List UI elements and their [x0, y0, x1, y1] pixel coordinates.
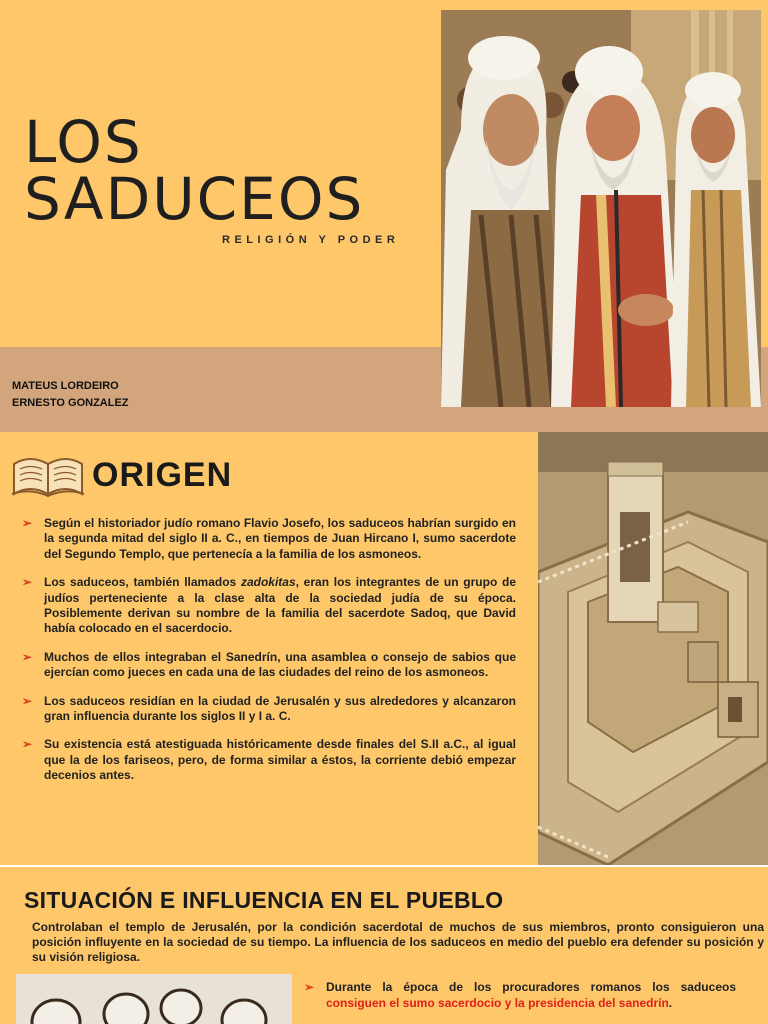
list-item — [22, 516, 516, 562]
title-line-2: SADUCEOS — [24, 165, 365, 233]
situacion-slide — [0, 865, 768, 1024]
bullet-italic-term: zadokitas — [240, 575, 296, 590]
bullet-text: Durante la época de los procuradores romanos los saduceos — [326, 980, 736, 994]
title-line-1: LOS — [24, 108, 143, 176]
open-book-icon — [10, 452, 86, 498]
list-item — [22, 694, 516, 725]
title-slide — [0, 0, 768, 432]
origen-heading: ORIGEN — [92, 456, 233, 494]
list-item — [22, 650, 516, 681]
sadducees-photo — [441, 10, 761, 407]
sadducees-illustration — [441, 10, 761, 407]
bullet-text: , eran los integrantes de un grupo de judíos perteneciente a la clase alta de la sociedad judía de su época. Posiblemente derivan su nombre de la familia del sacerdote Sadoq, que David había colocado en el sacerdocio. — [44, 575, 517, 636]
situacion-bullet — [304, 979, 736, 1011]
bullet-text: . — [668, 996, 673, 1010]
subtitle: RELIGIÓN Y PODER — [222, 234, 400, 246]
temple-image — [538, 432, 768, 865]
arrow-bullet-icon: ➢ — [22, 575, 33, 590]
list-item — [22, 737, 516, 783]
origen-bullet-list — [22, 516, 516, 797]
situacion-intro: Controlaban el templo de Jerusalén, por la condición sacerdotal de muchos de sus miembros, pronto consiguieron una posición influyente en la sociedad de su tiempo. La influencia de los saduceos en medio del pueblo era defender su posición y su visión religiosa. — [32, 920, 764, 964]
priests-photo — [16, 974, 292, 1024]
list-item — [22, 575, 516, 637]
arrow-bullet-icon: ➢ — [304, 980, 315, 994]
bullet-text: Su existencia está atestiguada históricamente desde finales del S.II a.C., al igual que la de los fariseos, pero, de forma similar a éstos, la corriente debió empezar decenios antes. — [44, 737, 516, 783]
bullet-text: Según el historiador judío romano Flavio Josefo, los saduceos habrían surgido en la segunda mitad del siglo II a. C., en tiempos de Juan Hircano I, sumo sacerdote del Segundo Templo, que pertenecía a la familia de los asmoneos. — [44, 516, 516, 561]
arrow-bullet-icon: ➢ — [22, 649, 33, 664]
temple-illustration — [538, 432, 768, 865]
author-name: MATEUS LORDEIRO — [12, 380, 119, 392]
origen-slide — [0, 432, 768, 865]
arrow-bullet-icon: ➢ — [22, 693, 33, 708]
author-name: ERNESTO GONZALEZ — [12, 397, 129, 409]
authors — [12, 378, 129, 412]
priests-illustration — [16, 974, 292, 1024]
bullet-text: Muchos de ellos integraban el Sanedrín, una asamblea o consejo de sabios que ejercían como jueces en cada una de las ciudades del reino de los asmoneos. — [44, 649, 516, 680]
highlighted-text: consiguen el sumo sacerdocio y la presidencia del sanedrín — [326, 996, 669, 1010]
situacion-heading: SITUACIÓN E INFLUENCIA EN EL PUEBLO — [24, 887, 504, 913]
arrow-bullet-icon: ➢ — [22, 737, 33, 752]
arrow-bullet-icon: ➢ — [22, 516, 33, 530]
bullet-text: Los saduceos, también llamados — [44, 575, 241, 590]
bullet-text: Los saduceos residían en la ciudad de Jerusalén y sus alrededores y alcanzaron gran influencia durante los siglos II y I a. C. — [44, 693, 516, 724]
